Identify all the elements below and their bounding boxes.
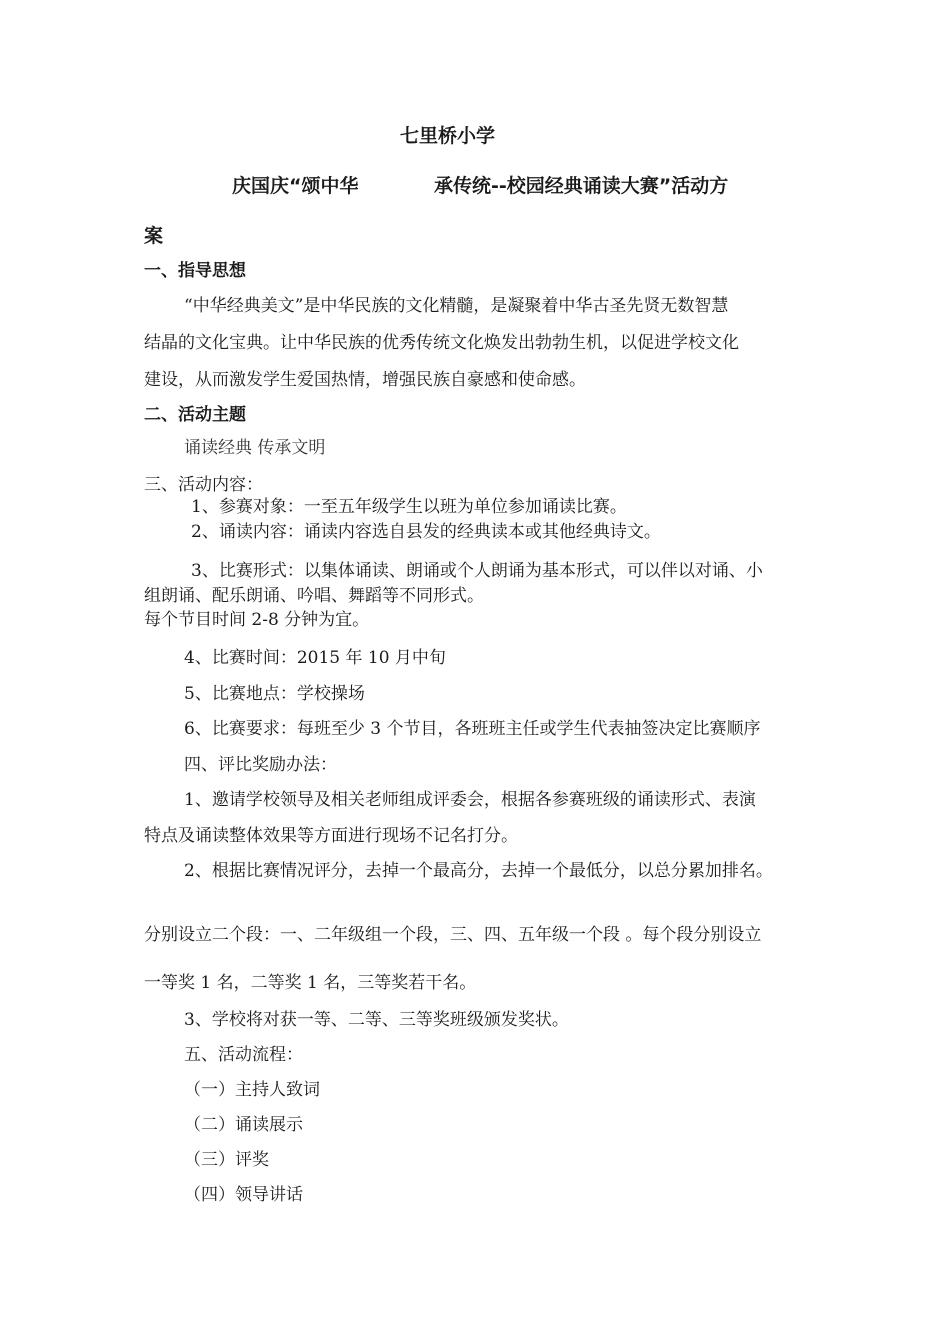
section-4-item-2-line-1: 2、根据比赛情况评分，去掉一个最高分，去掉一个最低分，以总分累加排名。 bbox=[184, 861, 773, 881]
title-tail: 案 bbox=[144, 225, 164, 247]
section-4-heading: 四、评比奖励办法： bbox=[184, 755, 337, 775]
section-3-item-4: 4、比赛时间：2015 年 10 月中旬 bbox=[184, 648, 446, 668]
section-4-item-3: 3、学校将对获一等、二等、三等奖班级颁发奖状。 bbox=[184, 1010, 569, 1030]
section-1-para-line-1: “中华经典美文”是中华民族的文化精髓，是凝聚着中华古圣先贤无数智慧 bbox=[184, 296, 729, 316]
section-1-para-line-3: 建设，从而激发学生爱国热情，增强民族自豪感和使命感。 bbox=[144, 370, 586, 390]
section-4-item-2-line-3: 一等奖 1 名，二等奖 1 名，三等奖若干名。 bbox=[144, 973, 477, 993]
section-3-item-3-line-2: 组朗诵、配乐朗诵、吟唱、舞蹈等不同形式。 bbox=[144, 586, 484, 606]
section-5-heading: 五、活动流程： bbox=[184, 1045, 303, 1065]
section-4-item-2-line-2: 分别设立二个段：一、二年级组一个段，三、四、五年级一个段 。每个段分别设立 bbox=[144, 925, 762, 945]
title-left: 庆国庆“颂中华 bbox=[232, 175, 359, 197]
school-name: 七里桥小学 bbox=[400, 125, 496, 147]
section-5-item-1: （一）主持人致词 bbox=[184, 1080, 320, 1100]
section-1-heading: 一、指导思想 bbox=[144, 261, 246, 281]
section-1-para-line-2: 结晶的文化宝典。让中华民族的优秀传统文化焕发出勃勃生机，以促进学校文化 bbox=[144, 333, 739, 353]
section-3-item-2: 2、诵读内容：诵读内容选自县发的经典读本或其他经典诗文。 bbox=[191, 522, 661, 542]
section-3-item-6: 6、比赛要求：每班至少 3 个节目，各班班主任或学生代表抽签决定比赛顺序 bbox=[184, 719, 761, 739]
section-4-item-1-line-1: 1、邀请学校领导及相关老师组成评委会，根据各参赛班级的诵读形式、表演 bbox=[184, 790, 756, 810]
section-3-item-1: 1、参赛对象：一至五年级学生以班为单位参加诵读比赛。 bbox=[191, 497, 627, 517]
section-3-item-3-line-1: 3、比赛形式：以集体诵读、朗诵或个人朗诵为基本形式，可以伴以对诵、小 bbox=[191, 561, 763, 581]
section-2-theme: 诵读经典 传承文明 bbox=[184, 438, 326, 458]
section-3-item-3-line-3: 每个节目时间 2-8 分钟为宜。 bbox=[144, 610, 370, 630]
section-5-item-4: （四）领导讲话 bbox=[184, 1185, 303, 1205]
section-5-item-3: （三）评奖 bbox=[184, 1150, 269, 1170]
section-3-heading: 三、活动内容： bbox=[144, 475, 263, 495]
title-right: 承传统--校园经典诵读大赛”活动方 bbox=[434, 175, 729, 197]
section-4-item-1-line-2: 特点及诵读整体效果等方面进行现场不记名打分。 bbox=[144, 826, 518, 846]
section-5-item-2: （二）诵读展示 bbox=[184, 1115, 303, 1135]
section-3-item-5: 5、比赛地点：学校操场 bbox=[184, 684, 365, 704]
section-2-heading: 二、活动主题 bbox=[144, 405, 246, 425]
